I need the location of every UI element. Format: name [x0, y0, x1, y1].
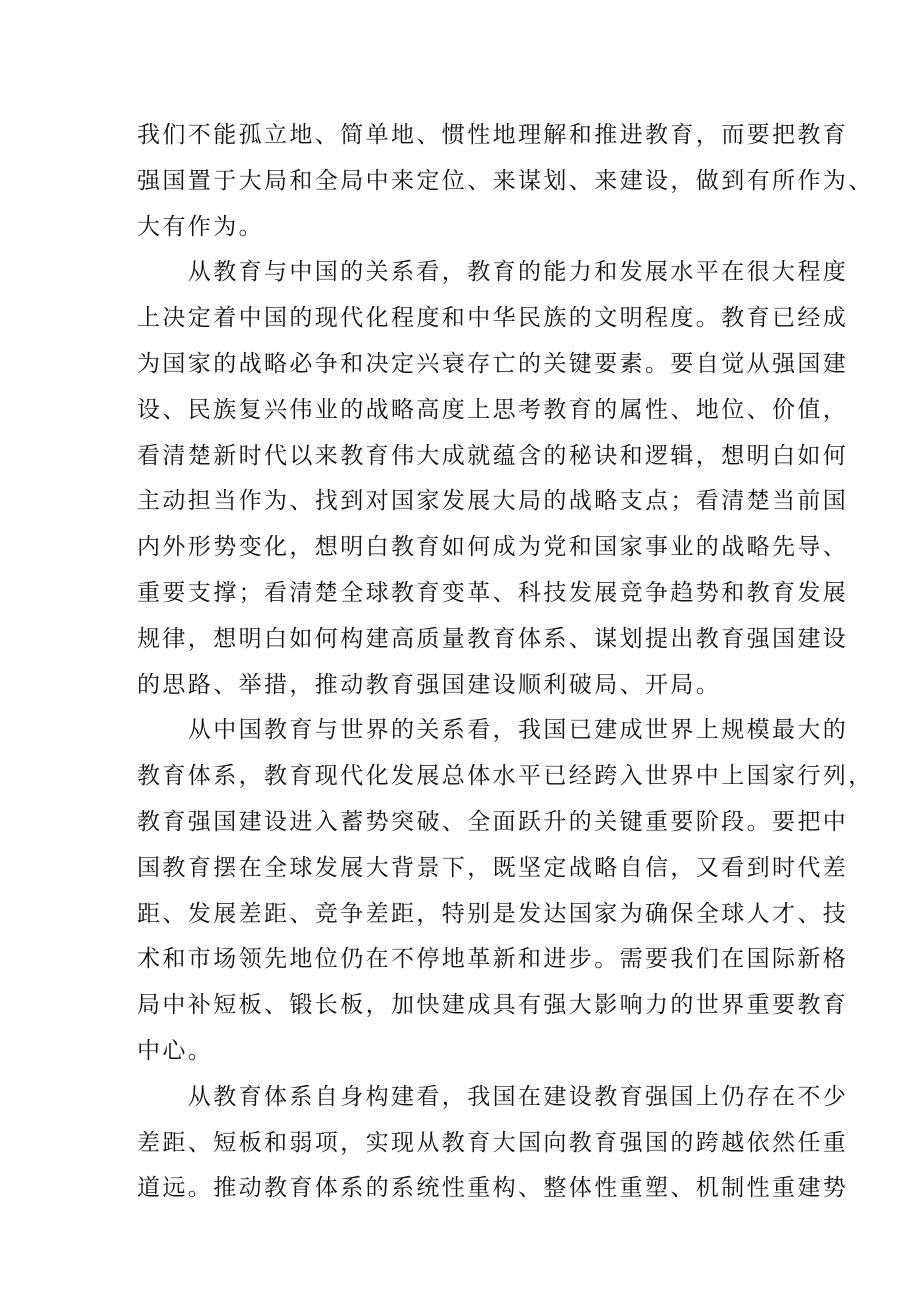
text-line: 局中补短板、锻长板，加快建成具有强大影响力的世界重要教育: [137, 992, 849, 1019]
text-line: 中心。: [137, 1037, 214, 1064]
text-line: 为国家的战略必争和决定兴衰存亡的关键要素。要自觉从强国建: [137, 350, 849, 377]
text-line: 的思路、举措，推动教育强国建设顺利破局、开局。: [137, 671, 722, 698]
document-body: [137, 113, 874, 1212]
text-line: 内外形势变化，想明白教育如何成为党和国家事业的战略先导、: [137, 534, 849, 561]
text-line: 设、民族复兴伟业的战略高度上思考教育的属性、地位、价值，: [137, 396, 849, 423]
paragraph: [137, 113, 874, 250]
text-line: 主动担当作为、找到对国家发展大局的战略支点；看清楚当前国: [137, 488, 849, 515]
text-line: 国教育摆在全球发展大背景下，既坚定战略自信，又看到时代差: [137, 854, 849, 881]
text-line: 术和市场领先地位仍在不停地革新和进步。需要我们在国际新格: [137, 946, 849, 973]
text-line: 看清楚新时代以来教育伟大成就蕴含的秘诀和逻辑，想明白如何: [137, 442, 849, 469]
text-line: 重要支撑；看清楚全球教育变革、科技发展竞争趋势和教育发展: [137, 579, 849, 606]
text-line: 距、发展差距、竞争差距，特别是发达国家为确保全球人才、技: [137, 900, 849, 927]
text-line: 从中国教育与世界的关系看，我国已建成世界上规模最大的: [137, 717, 849, 744]
text-line: 道远。推动教育体系的系统性重构、整体性重塑、机制性重建势: [137, 1175, 849, 1202]
text-line: 上决定着中国的现代化程度和中华民族的文明程度。教育已经成: [137, 305, 849, 332]
text-line: 我们不能孤立地、简单地、惯性地理解和推进教育，而要把教育: [137, 122, 849, 148]
text-line: 大有作为。: [137, 213, 264, 240]
text-line: 从教育与中国的关系看，教育的能力和发展水平在很大程度: [137, 259, 849, 286]
paragraph: [137, 708, 874, 1074]
text-line: 强国置于大局和全局中来定位、来谋划、来建设，做到有所作为、: [137, 167, 874, 194]
text-line: 规律，想明白如何构建高质量教育体系、谋划提出教育强国建设: [137, 625, 849, 652]
text-line: 差距、短板和弱项，实现从教育大国向教育强国的跨越依然任重: [137, 1129, 849, 1156]
text-line: 教育强国建设进入蓄势突破、全面跃升的关键重要阶段。要把中: [137, 808, 849, 835]
paragraph: [137, 1075, 849, 1212]
text-line: 从教育体系自身构建看，我国在建设教育强国上仍存在不少: [137, 1083, 849, 1110]
paragraph: [137, 250, 849, 708]
text-line: 教育体系，教育现代化发展总体水平已经跨入世界中上国家行列，: [137, 763, 874, 790]
